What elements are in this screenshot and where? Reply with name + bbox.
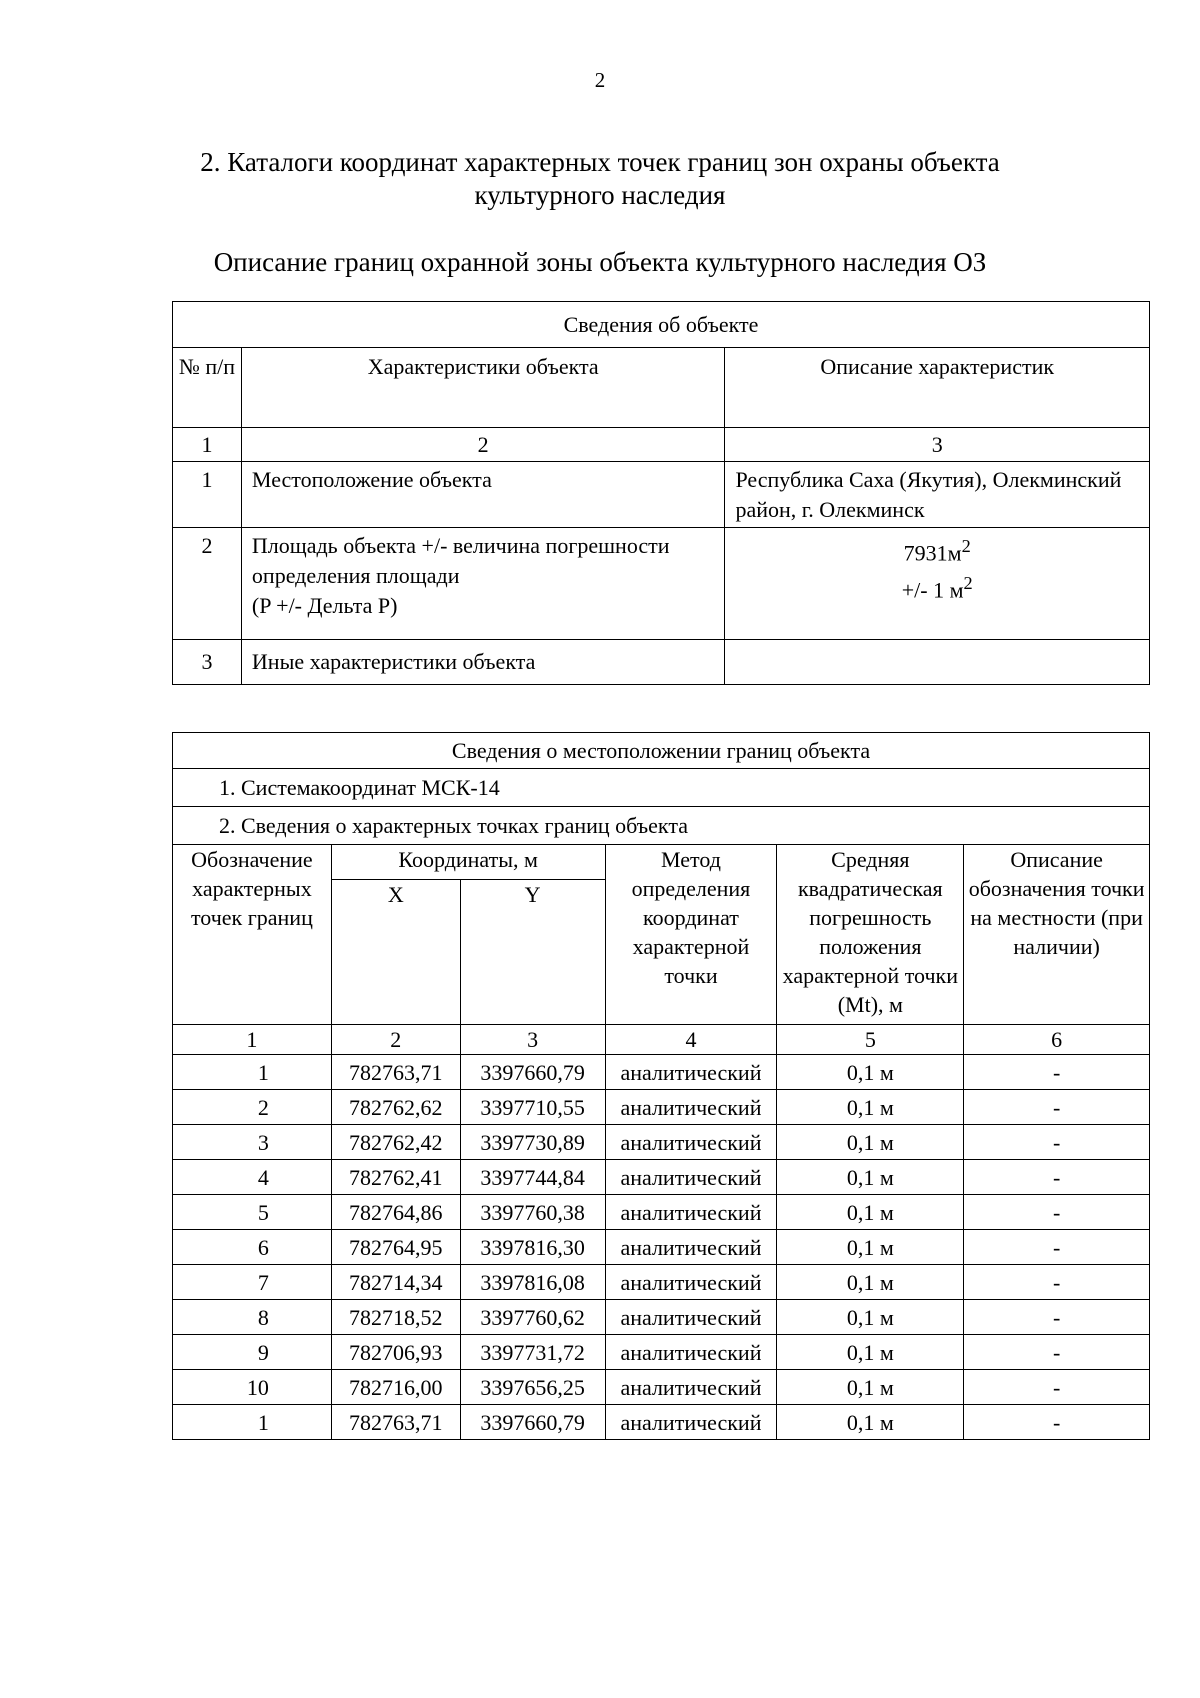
point-description: - <box>964 1160 1150 1195</box>
table-row <box>173 1265 1150 1300</box>
characteristic-name <box>241 528 725 640</box>
point-description: - <box>964 1090 1150 1125</box>
coordinate-y: 3397744,84 <box>460 1160 605 1195</box>
table-row <box>173 1090 1150 1125</box>
coordinate-x: 782764,86 <box>331 1195 460 1230</box>
zone-description-heading: Описание границ охранной зоны объекта культурного наследия ОЗ <box>213 247 987 277</box>
table-row <box>173 1370 1150 1405</box>
method: аналитический <box>605 1195 777 1230</box>
header-number: № п/п <box>173 348 242 428</box>
header-description: Описание характеристик <box>725 348 1150 428</box>
column-number: 1 <box>173 428 242 462</box>
section-heading: 2. Каталоги координат характерных точек границ зон охраны объекта культурного наследия <box>200 147 1000 210</box>
page-number: 2 <box>594 68 606 92</box>
point-designation: 1 <box>173 1055 332 1090</box>
coordinate-system: 1. Системакоординат МСК-14 <box>173 769 1150 807</box>
mean-error: 0,1 м <box>777 1300 964 1335</box>
superscript: 2 <box>963 573 973 594</box>
coordinate-x: 782763,71 <box>331 1055 460 1090</box>
method: аналитический <box>605 1230 777 1265</box>
point-designation: 1 <box>173 1405 332 1440</box>
coordinate-y: 3397660,79 <box>460 1055 605 1090</box>
table-row <box>173 1195 1150 1230</box>
header-error: Средняя квадратическая погрешность положения характерной точки (Mt), м <box>777 845 964 1025</box>
mean-error: 0,1 м <box>777 1090 964 1125</box>
point-description: - <box>964 1125 1150 1160</box>
table-row <box>173 1230 1150 1265</box>
mean-error: 0,1 м <box>777 1230 964 1265</box>
point-description: - <box>964 1195 1150 1230</box>
coordinate-x: 782764,95 <box>331 1230 460 1265</box>
column-number: 3 <box>725 428 1150 462</box>
object-table-title: Сведения об объекте <box>173 302 1150 348</box>
area-name-line: определения площади <box>251 563 460 588</box>
point-description: - <box>964 1405 1150 1440</box>
area-value: $7931м^2$ <box>903 536 971 566</box>
header-designation: Обозначение характерных точек границ <box>173 845 332 1025</box>
coordinate-y: 3397816,08 <box>460 1265 605 1300</box>
table-row <box>173 1055 1150 1090</box>
row-number: 3 <box>173 640 242 685</box>
header-x: X <box>331 880 460 1025</box>
mean-error: 0,1 м <box>777 1195 964 1230</box>
method: аналитический <box>605 1265 777 1300</box>
header-point-description: Описание обозначения точки на местности (при наличии) <box>964 845 1150 1025</box>
point-designation: 7 <box>173 1265 332 1300</box>
superscript: 2 <box>961 536 971 556</box>
coordinate-x: 782762,42 <box>331 1125 460 1160</box>
table-row <box>173 462 1150 528</box>
boundary-table-title: Сведения о местоположении границ объекта <box>173 733 1150 769</box>
point-rows <box>173 1055 1150 1440</box>
coordinate-x: 782762,62 <box>331 1090 460 1125</box>
coordinate-x: 782714,34 <box>331 1265 460 1300</box>
characteristic-value: Республика Саха (Якутия), Олекминский район, г. Олекминск <box>725 462 1150 528</box>
area-name-line: (P +/- Дельта P) <box>251 593 398 618</box>
point-designation: 4 <box>173 1160 332 1195</box>
coordinate-x: 782762,41 <box>331 1160 460 1195</box>
coordinate-x: 782716,00 <box>331 1370 460 1405</box>
coordinate-y: 3397760,62 <box>460 1300 605 1335</box>
table-row <box>173 1405 1150 1440</box>
table-row <box>173 1160 1150 1195</box>
point-description: - <box>964 1370 1150 1405</box>
coordinate-y: 3397656,25 <box>460 1370 605 1405</box>
mean-error: 0,1 м <box>777 1160 964 1195</box>
table-row <box>173 640 1150 685</box>
characteristic-value <box>725 528 1150 640</box>
coordinate-y: 3397760,38 <box>460 1195 605 1230</box>
header-method: Метод определения координат характерной точки <box>605 845 777 1025</box>
method: аналитический <box>605 1335 777 1370</box>
point-designation: 2 <box>173 1090 332 1125</box>
method: аналитический <box>605 1090 777 1125</box>
mean-error: 0,1 м <box>777 1125 964 1160</box>
mean-error: 0,1 м <box>777 1055 964 1090</box>
point-designation: 10 <box>173 1370 332 1405</box>
method: аналитический <box>605 1300 777 1335</box>
point-description: - <box>964 1230 1150 1265</box>
row-number: 2 <box>173 528 242 640</box>
table-row <box>173 1125 1150 1160</box>
column-number: 5 <box>777 1025 964 1055</box>
row-number: 1 <box>173 462 242 528</box>
table-row <box>173 1335 1150 1370</box>
point-designation: 8 <box>173 1300 332 1335</box>
coordinate-x: 782763,71 <box>331 1405 460 1440</box>
characteristic-name: Местоположение объекта <box>241 462 725 528</box>
point-description: - <box>964 1335 1150 1370</box>
characteristic-value <box>725 640 1150 685</box>
object-info-table <box>172 301 1150 685</box>
area-tolerance: +/- 1 $м^2$ <box>901 573 973 603</box>
method: аналитический <box>605 1125 777 1160</box>
table-row <box>173 1300 1150 1335</box>
point-designation: 3 <box>173 1125 332 1160</box>
point-designation: 9 <box>173 1335 332 1370</box>
coordinate-y: 3397730,89 <box>460 1125 605 1160</box>
column-number: 2 <box>241 428 725 462</box>
point-designation: 5 <box>173 1195 332 1230</box>
coordinate-y: 3397660,79 <box>460 1405 605 1440</box>
column-number: 2 <box>331 1025 460 1055</box>
column-number: 6 <box>964 1025 1150 1055</box>
header-characteristics: Характеристики объекта <box>241 348 725 428</box>
column-number: 3 <box>460 1025 605 1055</box>
coordinate-x: 782718,52 <box>331 1300 460 1335</box>
method: аналитический <box>605 1370 777 1405</box>
coordinate-y: 3397816,30 <box>460 1230 605 1265</box>
mean-error: 0,1 м <box>777 1370 964 1405</box>
coordinate-y: 3397710,55 <box>460 1090 605 1125</box>
point-description: - <box>964 1055 1150 1090</box>
points-title: 2. Сведения о характерных точках границ объекта <box>173 807 1150 845</box>
area-name-line: Площадь объекта +/- величина погрешности <box>251 533 670 558</box>
coordinate-x: 782706,93 <box>331 1335 460 1370</box>
method: аналитический <box>605 1160 777 1195</box>
mean-error: 0,1 м <box>777 1405 964 1440</box>
boundary-table <box>172 732 1150 1440</box>
mean-error: 0,1 м <box>777 1335 964 1370</box>
coordinate-y: 3397731,72 <box>460 1335 605 1370</box>
point-designation: 6 <box>173 1230 332 1265</box>
method: аналитический <box>605 1055 777 1090</box>
column-number: 4 <box>605 1025 777 1055</box>
point-description: - <box>964 1265 1150 1300</box>
characteristic-name: Иные характеристики объекта <box>241 640 725 685</box>
column-number: 1 <box>173 1025 332 1055</box>
point-description: - <box>964 1300 1150 1335</box>
table-row <box>173 528 1150 640</box>
header-y: Y <box>460 880 605 1025</box>
header-coordinates: Координаты, м <box>331 845 605 880</box>
mean-error: 0,1 м <box>777 1265 964 1300</box>
method: аналитический <box>605 1405 777 1440</box>
